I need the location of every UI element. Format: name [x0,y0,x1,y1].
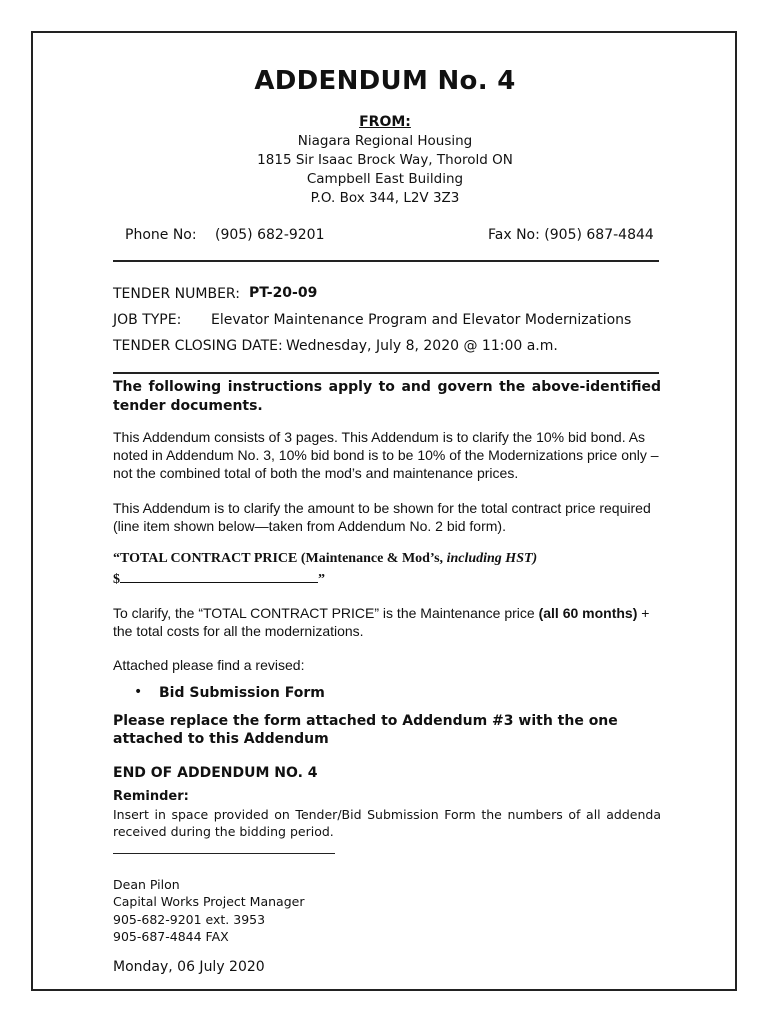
signatory-title: Capital Works Project Manager [113,894,305,909]
quote-main: “TOTAL CONTRACT PRICE (Maintenance & Mod’s, [113,551,447,566]
tender-number-label: TENDER NUMBER: [113,286,240,302]
quote-line [113,551,537,567]
address-line-2: 1815 Sir Isaac Brock Way, Thorold ON [257,152,513,168]
address-line-4: P.O. Box 344, L2V 3Z3 [310,190,460,206]
reminder-label: Reminder: [113,789,189,804]
quote-close: ” [318,572,325,587]
bullet-item: Bid Submission Form [159,685,325,701]
quote-italic: including HST) [446,551,538,566]
fax-number: Fax No: (905) 687-4844 [488,227,654,243]
quote-amount-line [113,569,325,588]
amount-blank [120,569,318,583]
address-line-3: Campbell East Building [306,171,464,187]
bullet-icon: • [134,684,143,700]
section-divider [113,372,659,374]
replace-note: Please replace the form attached to Addendum #3 with the one attached to this Addendum [113,713,618,747]
job-type-value: Elevator Maintenance Program and Elevator Modernizations [211,312,632,328]
document-date: Monday, 06 July 2020 [113,959,265,975]
signature-line [113,853,335,854]
tender-number-value: PT-20-09 [249,285,318,301]
closing-date-label: TENDER CLOSING DATE: [113,338,283,354]
clarify-post: + the total costs for all the modernizations. [113,605,650,639]
signatory-phone: 905-682-9201 ext. 3953 [113,912,266,927]
phone-value: (905) 682-9201 [215,227,325,243]
signatory-name: Dean Pilon [113,877,180,892]
end-of-addendum: END OF ADDENDUM NO. 4 [113,765,318,781]
clarify-paragraph [113,604,661,640]
clarify-pre: To clarify, the “TOTAL CONTRACT PRICE” is the Maintenance price [113,605,539,621]
address-line-1: Niagara Regional Housing [297,133,473,149]
signatory-fax: 905-687-4844 FAX [113,929,229,944]
from-label: FROM: [359,114,411,130]
reminder-text: Insert in space provided on Tender/Bid Submission Form the numbers of all addenda received during the bidding period. [113,807,661,839]
intro-heading: The following instructions apply to and govern the above-identified tender documents. [113,379,661,414]
header-divider [113,260,659,262]
phone-label: Phone No: [125,227,197,243]
clarify-bold: (all 60 months) [538,605,638,621]
closing-date-value: Wednesday, July 8, 2020 @ 11:00 a.m. [286,338,558,354]
document-title: ADDENDUM No. 4 [254,66,516,96]
paragraph-bid-bond: This Addendum consists of 3 pages. This Addendum is to clarify the 10% bid bond. As noted in Addendum No. 3, 10% bid bond is to be 10% of the Modernizations price only – not the combined total of both the mod’s and maintenance prices. [113,429,659,481]
paragraph-total-price: This Addendum is to clarify the amount to be shown for the total contract price required (line item shown below—taken from Addendum No. 2 bid form). [113,500,651,534]
attached-text: Attached please find a revised: [113,657,305,673]
dollar-sign: $ [113,572,120,587]
job-type-label: JOB TYPE: [113,312,182,328]
